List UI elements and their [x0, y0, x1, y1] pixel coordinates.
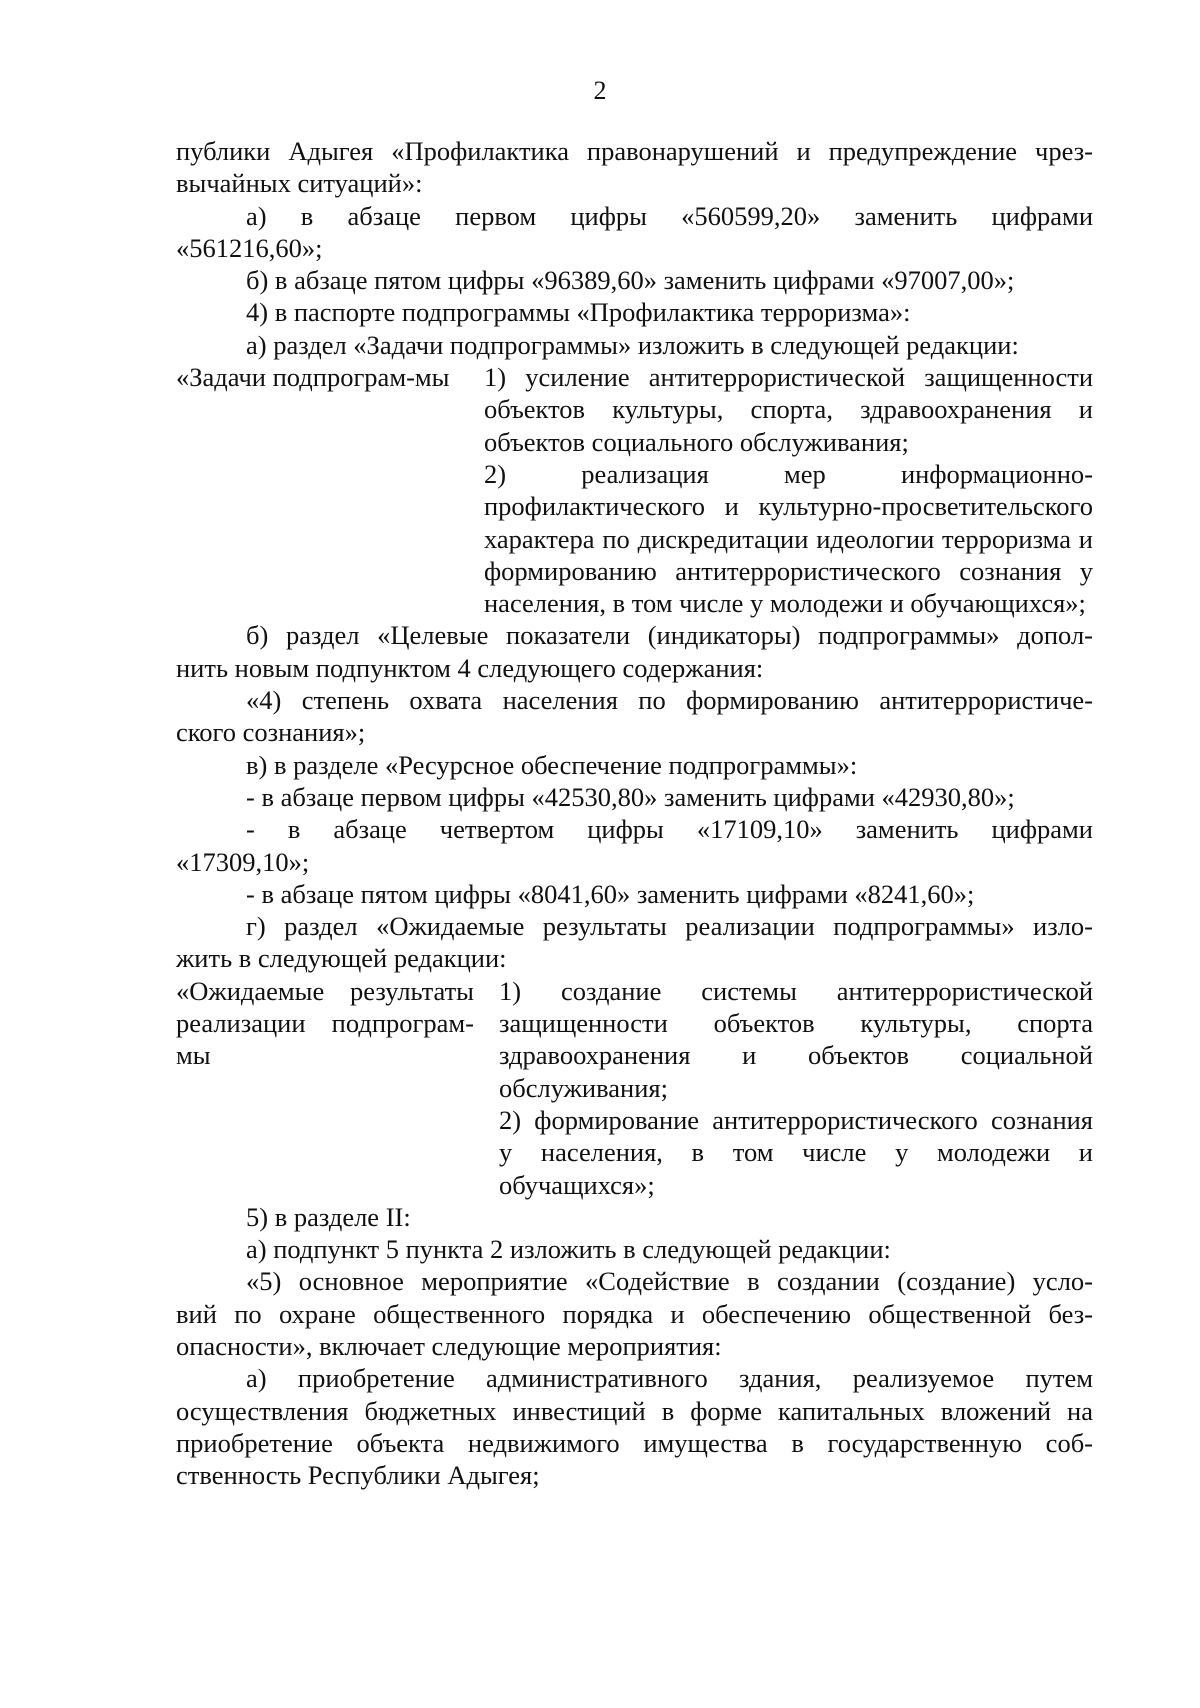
tasks-table-content: [484, 361, 1093, 619]
text-line: публики Адыгея «Профилактика правонарушений и предупреждение чрез-: [176, 136, 1093, 166]
text-line: а) раздел «Задачи подпрограммы» изложить в следующей редакции:: [246, 329, 1019, 360]
results-item-1: 1) создание системы антитеррористической защищенности объектов культуры, спорта здравоохранения и объектов социальной обслуживания;: [499, 975, 1093, 1103]
results-item-2: 2) формирование антитеррористического сознания у населения, в том числе у молодежи и обучащихся»;: [499, 1104, 1093, 1200]
text-line: «5) основное мероприятие «Содействие в создании (создание) усло-: [246, 1266, 1093, 1297]
results-table: [176, 975, 1093, 1201]
tasks-table-label: «Задачи подпрограм-мы: [176, 362, 450, 393]
results-table-content: [484, 975, 1093, 1201]
tasks-item-1: 1) усиление антитеррористической защищенности объектов культуры, спорта, здравоохранения и объектов социального обслуживания;: [484, 362, 1093, 457]
text-line: б) раздел «Целевые показатели (индикаторы) подпрограммы» допол-: [246, 620, 1093, 651]
page-number: 2: [593, 76, 607, 105]
text-line: 5) в разделе II:: [246, 1201, 411, 1232]
text-line: - в абзаце пятом цифры «8041,60» заменить цифрами «8241,60»;: [246, 878, 975, 909]
text-line: вий по охране общественного порядка и обеспечению общественной без-: [176, 1298, 1093, 1329]
text-line: - в абзаце первом цифры «42530,80» заменить цифрами «42930,80»;: [246, 781, 1015, 812]
text-line: 4) в паспорте подпрограммы «Профилактика терроризма»:: [246, 297, 911, 328]
text-line: - в абзаце четвертом цифры «17109,10» заменить цифрами: [246, 814, 1093, 845]
text-line: ственность Республики Адыгея;: [176, 1460, 540, 1491]
text-line: а) приобретение административного здания, реализуемое путем: [246, 1363, 1093, 1394]
tasks-table: [176, 361, 1093, 619]
text-line: опасности», включает следующие мероприятия:: [176, 1330, 722, 1361]
text-line: а) подпункт 5 пункта 2 изложить в следующей редакции:: [246, 1234, 891, 1265]
text-line: осуществления бюджетных инвестиций в форме капитальных вложений на: [176, 1395, 1093, 1426]
text-line: в) в разделе «Ресурсное обеспечение подпрограммы»:: [246, 749, 858, 780]
text-line: «4) степень охвата населения по формированию антитеррористиче-: [246, 685, 1093, 716]
text-line: жить в следующей редакции:: [176, 943, 507, 974]
text-line: а) в абзаце первом цифры «560599,20» заменить цифрами: [246, 200, 1093, 231]
text-line: вычайных ситуаций»:: [176, 168, 423, 199]
document-body: [176, 135, 1093, 1491]
text-line: «561216,60»;: [176, 232, 323, 263]
text-line: б) в абзаце пятом цифры «96389,60» заменить цифрами «97007,00»;: [246, 265, 1015, 296]
text-line: ского сознания»;: [176, 717, 366, 748]
text-line: «17309,10»;: [176, 846, 310, 877]
text-line: нить новым подпунктом 4 следующего содержания:: [176, 652, 764, 683]
tasks-item-2: 2) реализация мер информационно-профилактического и культурно-просветительского характера по дискредитации идеологии терроризма и формированию антитеррористического сознания у населения, в том числе у молодежи и обучающихся»;: [484, 458, 1093, 619]
results-table-label: «Ожидаемые результаты реализации подпрограм-мы: [176, 975, 474, 1071]
text-line: г) раздел «Ожидаемые результаты реализации подпрограммы» изло-: [246, 911, 1093, 942]
text-line: приобретение объекта недвижимого имущества в государственную соб-: [176, 1427, 1093, 1458]
